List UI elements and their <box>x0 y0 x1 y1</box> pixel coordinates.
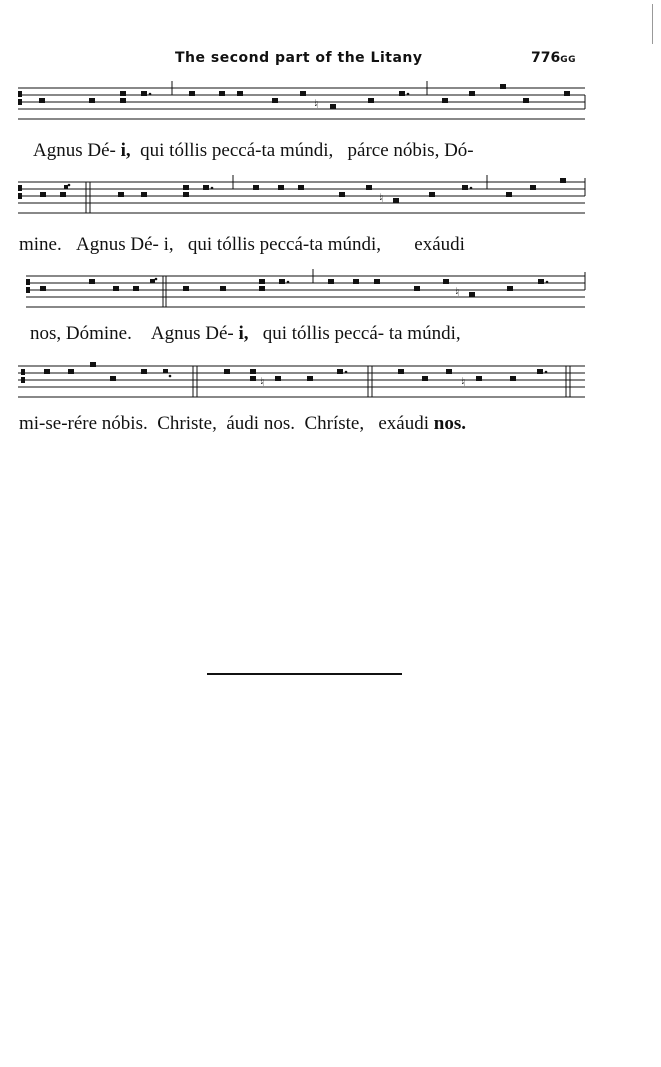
lyric-1a: Agnus Dé- <box>33 140 116 161</box>
lyric-4b: Christe, <box>157 413 217 434</box>
page-number-suffix: GG <box>560 55 577 65</box>
lyric-line-3 <box>30 323 461 345</box>
lyric-4a: mi-se-rére nóbis. <box>19 413 148 434</box>
lyric-4e: exáudi <box>378 413 430 434</box>
end-rule <box>207 673 402 675</box>
natural-sign-icon: ♮ <box>379 191 384 205</box>
lyric-1b: i, <box>120 140 131 161</box>
lyric-line-4 <box>19 413 466 435</box>
lyric-line-1 <box>33 140 474 162</box>
natural-sign-icon: ♮ <box>461 375 466 389</box>
lyric-line-2 <box>19 234 465 256</box>
chant-staff-1 <box>0 78 661 138</box>
page-number <box>531 50 576 66</box>
lyric-4f: nos. <box>433 413 466 434</box>
page-number-value: 776 <box>531 50 561 66</box>
lyric-2b: Agnus Dé- i, <box>76 234 174 255</box>
lyric-1d: párce nóbis, Dó- <box>347 140 474 161</box>
lyric-4d: Chríste, <box>304 413 365 434</box>
lyric-2a: mine. <box>19 234 62 255</box>
lyric-3a: nos, Dómine. <box>30 323 132 344</box>
chant-staff-2 <box>0 172 661 232</box>
chant-staff-4 <box>0 356 661 416</box>
lyric-4c: áudi nos. <box>226 413 295 434</box>
natural-sign-icon: ♮ <box>260 375 265 389</box>
margin-mark <box>652 4 653 44</box>
chant-staff-3 <box>0 266 661 326</box>
natural-sign-icon: ♮ <box>455 285 460 299</box>
page-title: The second part of the Litany <box>175 50 423 66</box>
lyric-3c: i, <box>238 323 249 344</box>
natural-sign-icon: ♮ <box>314 97 319 111</box>
lyric-3d: qui tóllis peccá- ta múndi, <box>262 323 461 344</box>
lyric-2c: qui tóllis peccá-ta múndi, <box>187 234 382 255</box>
lyric-1c: qui tóllis peccá-ta múndi, <box>140 140 334 161</box>
lyric-3b: Agnus Dé- <box>150 323 234 344</box>
lyric-2d: exáudi <box>414 234 465 255</box>
